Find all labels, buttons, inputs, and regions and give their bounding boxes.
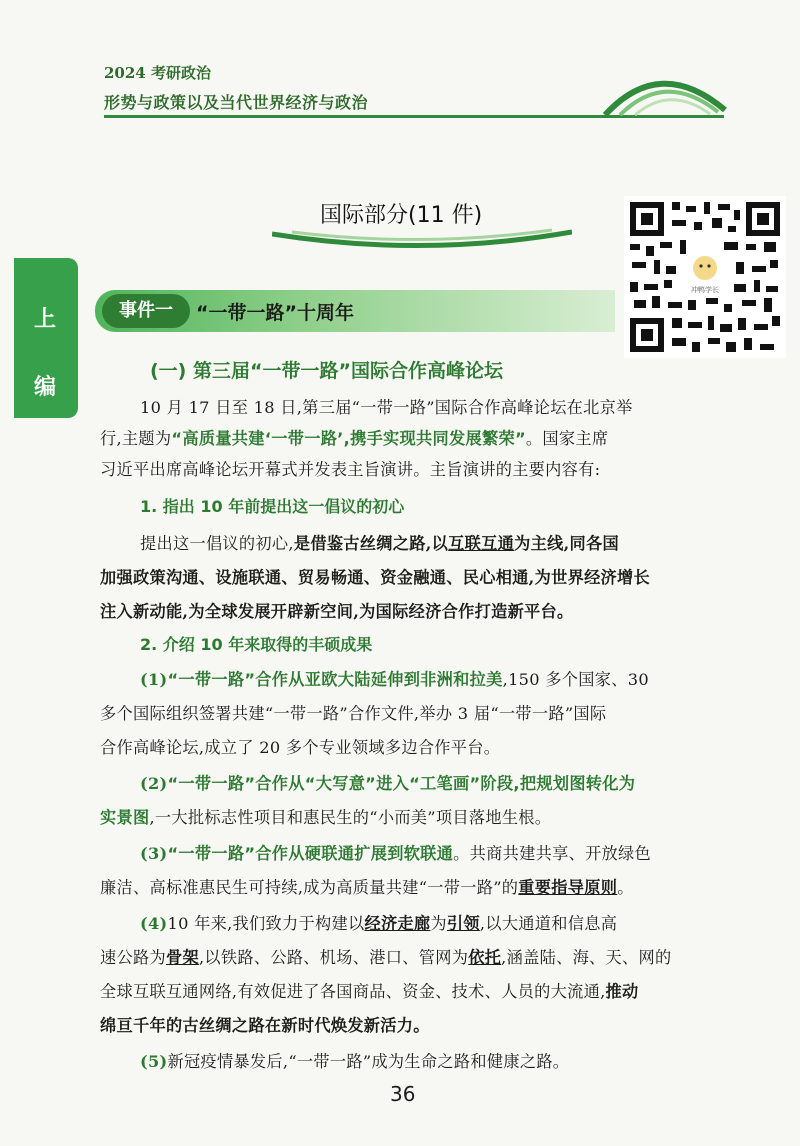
qr-center-label: 冲鸭学长 bbox=[691, 286, 719, 294]
book-subtitle: 形势与政策以及当代世界经济与政治 bbox=[104, 93, 369, 112]
point1-line-2: 加强政策沟通、设施联通、贸易畅通、资金融通、民心相通,为世界经济增长 bbox=[100, 568, 651, 587]
volume-side-tab bbox=[14, 258, 78, 418]
item3-line-1: (3)“一带一路”合作从硬联通扩展到软联通。共商共建共享、开放绿色 bbox=[140, 844, 652, 863]
subheading: (一) 第三届“一带一路”国际合作高峰论坛 bbox=[150, 360, 503, 382]
intro-line-3: 习近平出席高峰论坛开幕式并发表主旨演讲。主旨演讲的主要内容有: bbox=[100, 460, 601, 479]
item3-line-2: 廉洁、高标准惠民生可持续,成为高质量共建“一带一路”的重要指导原则。 bbox=[100, 878, 634, 897]
item2-line-2: 实景图,一大批标志性项目和惠民生的“小而美”项目落地生根。 bbox=[100, 808, 552, 827]
intro-line-1: 10 月 17 日至 18 日,第三届“一带一路”国际合作高峰论坛在北京举 bbox=[140, 398, 633, 417]
book-series-title: 2024 考研政治 bbox=[104, 64, 211, 82]
item1-line-3: 合作高峰论坛,成立了 20 多个专业领域多边合作平台。 bbox=[100, 738, 501, 757]
item4-line-4: 绵亘千年的古丝绸之路在新时代焕发新活力。 bbox=[100, 1016, 430, 1035]
point-heading-2: 2. 介绍 10 年来取得的丰硕成果 bbox=[140, 635, 373, 654]
header-arc-decoration bbox=[600, 60, 730, 120]
event-label-pill: 事件一 bbox=[102, 294, 190, 328]
section-title: 国际部分(11 件) bbox=[320, 203, 483, 228]
item1-line-1: (1)“一带一路”合作从亚欧大陆延伸到非洲和拉美,150 多个国家、30 bbox=[140, 670, 649, 689]
event-title: “一带一路”十周年 bbox=[196, 302, 354, 324]
item2-line-1: (2)“一带一路”合作从“大写意”进入“工笔画”阶段,把规划图转化为 bbox=[140, 774, 636, 793]
side-tab-bottom-char: 编 bbox=[34, 375, 57, 400]
item5-line-1: (5)新冠疫情暴发后,“一带一路”成为生命之路和健康之路。 bbox=[140, 1052, 570, 1071]
intro-theme: “高质量共建‘一带一路’,携手实现共同发展繁荣” bbox=[171, 429, 526, 448]
item4-line-2: 速公路为骨架,以铁路、公路、机场、港口、管网为依托,涵盖陆、海、天、网的 bbox=[100, 948, 672, 967]
page-number: 36 bbox=[390, 1082, 416, 1106]
section-title-swoosh bbox=[272, 228, 572, 254]
point1-line-3: 注入新动能,为全球发展开辟新空间,为国际经济合作打造新平台。 bbox=[100, 602, 574, 621]
point-heading-1: 1. 指出 10 年前提出这一倡议的初心 bbox=[140, 497, 405, 516]
highlight-interconnect: 互联互通 bbox=[448, 534, 515, 553]
side-tab-top-char: 上 bbox=[34, 307, 57, 332]
point1-line-1: 提出这一倡议的初心,是借鉴古丝绸之路,以互联互通为主线,同各国 bbox=[140, 534, 619, 553]
qr-code-icon bbox=[624, 196, 786, 358]
item4-line-3: 全球互联互通网络,有效促进了各国商品、资金、技术、人员的大流通,推动 bbox=[100, 982, 639, 1001]
item4-line-1: (4)10 年来,我们致力于构建以经济走廊为引领,以大通道和信息高 bbox=[140, 914, 618, 933]
intro-line-2: 行,主题为“高质量共建‘一带一路’,携手实现共同发展繁荣”。国家主席 bbox=[100, 429, 609, 448]
item1-line-2: 多个国际组织签署共建“一带一路”合作文件,举办 3 届“一带一路”国际 bbox=[100, 704, 607, 723]
highlight-principle: 重要指导原则 bbox=[518, 878, 618, 897]
